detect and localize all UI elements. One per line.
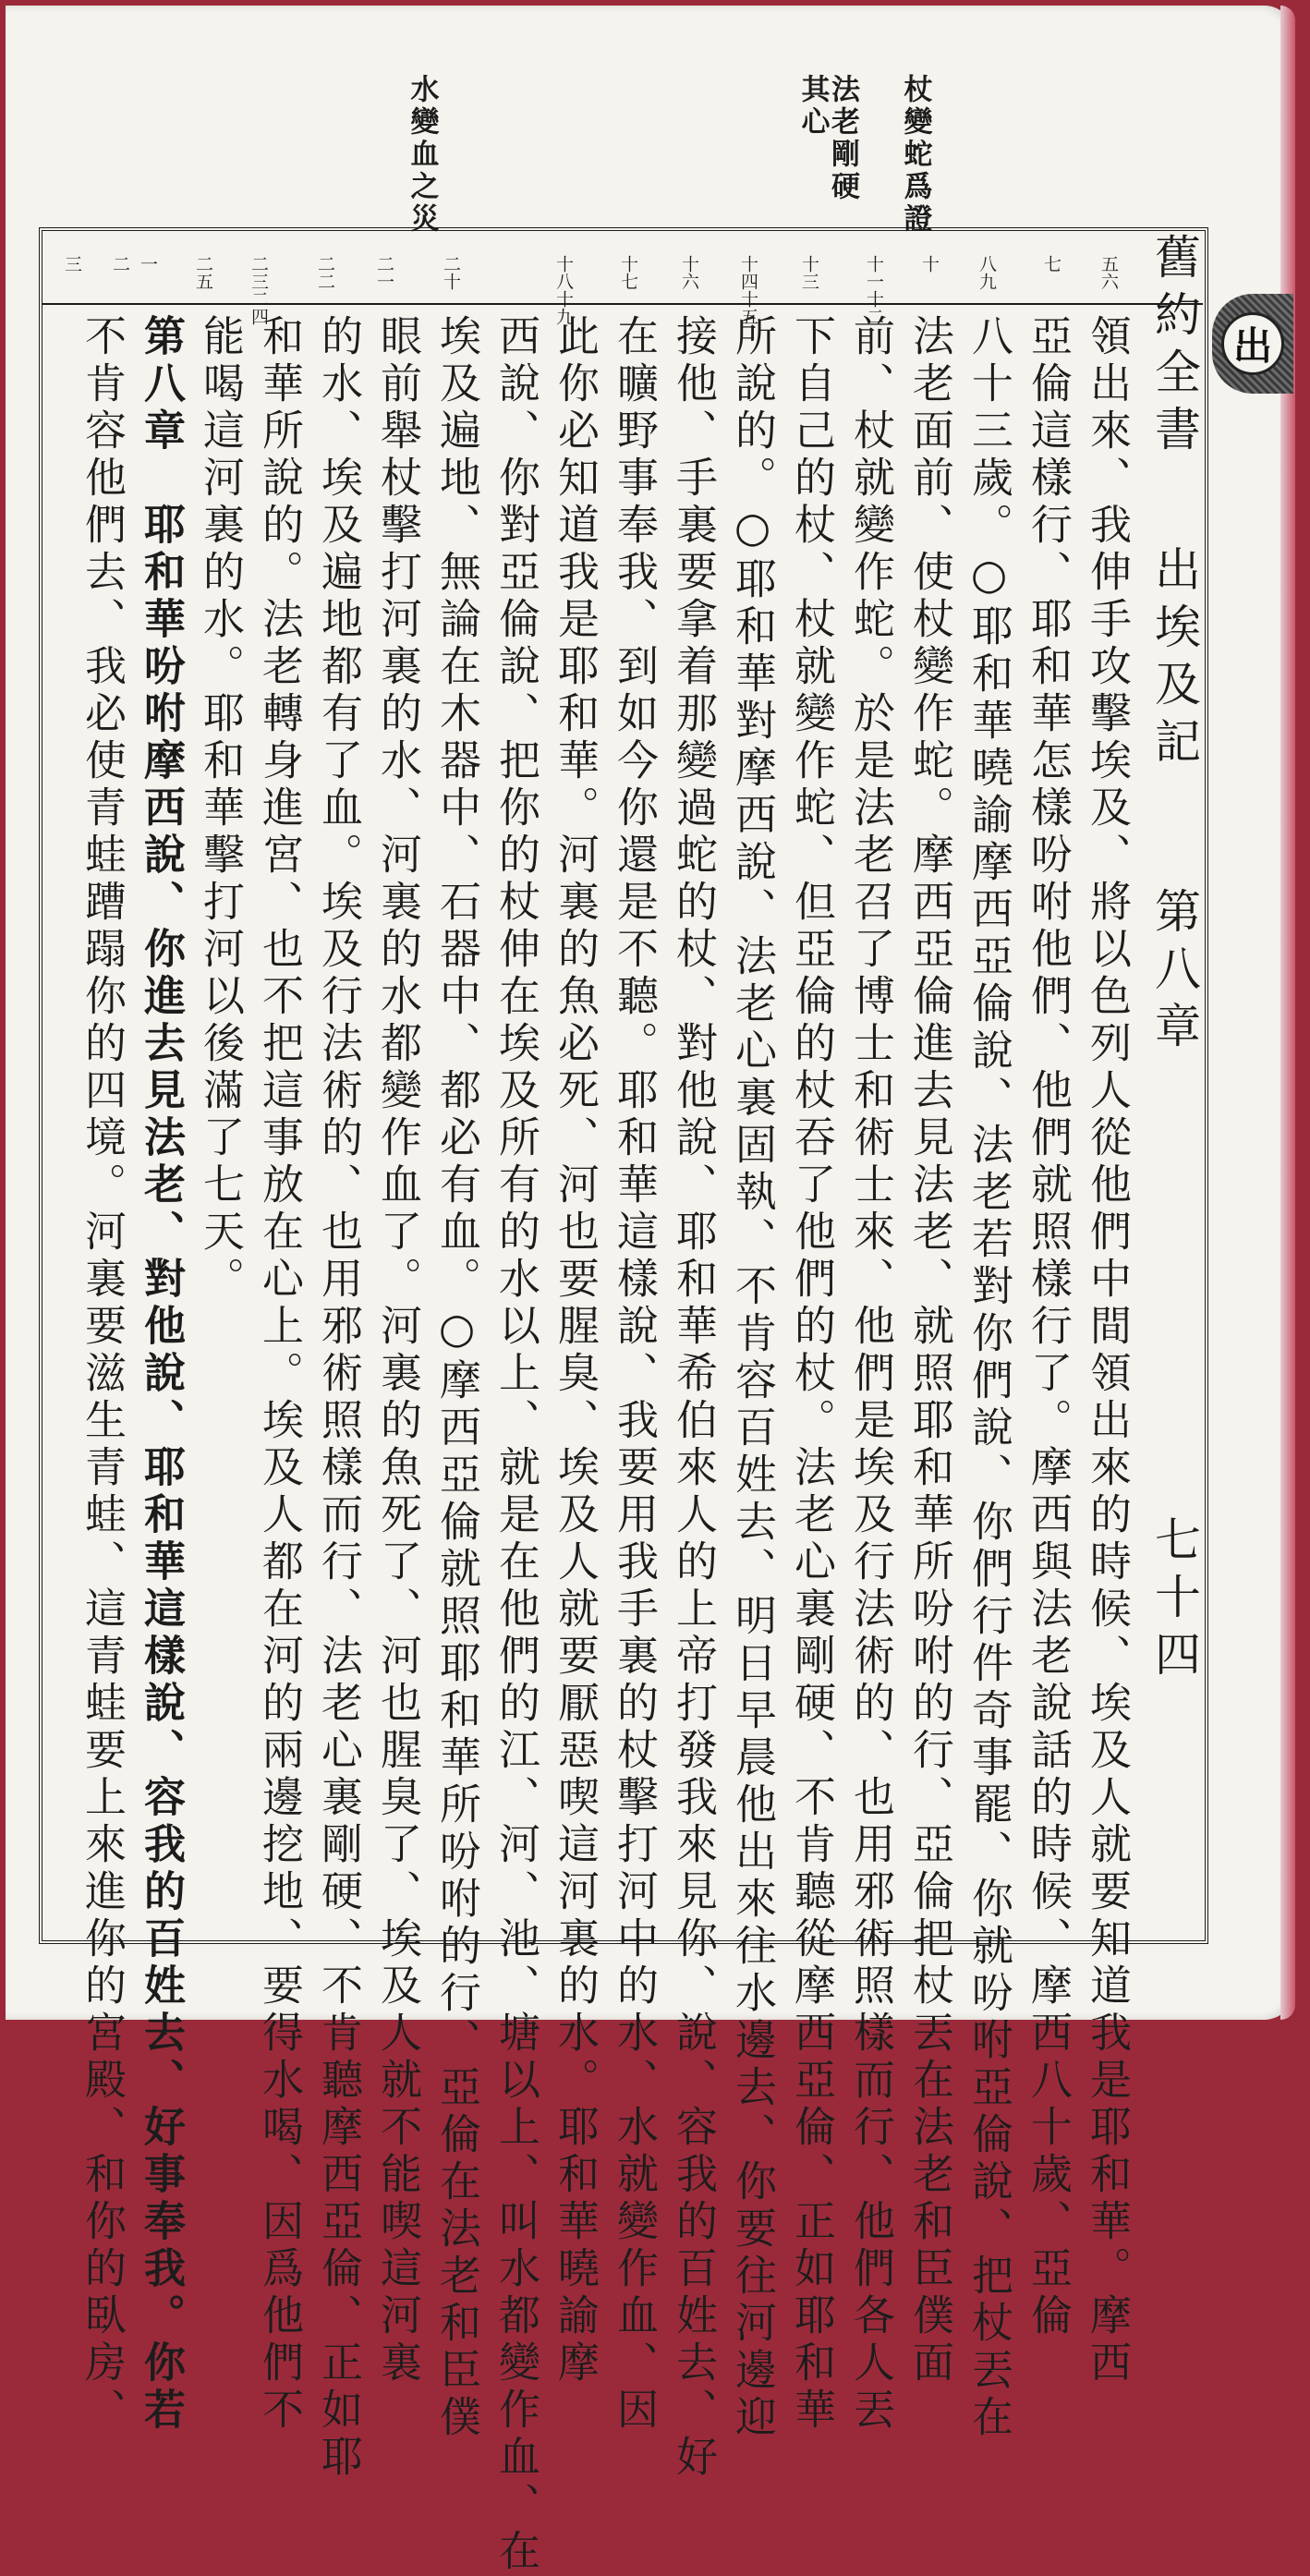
text-column: 第八章 耶和華吩咐摩西說、你進去見法老、對他說、耶和華這樣說、容我的百姓去、好事奉我。你若 [137, 314, 186, 2435]
verse-number: 十七 [618, 255, 638, 290]
text-column: 亞倫這樣行、耶和華怎樣吩咐他們、他們就照樣行了。摩西與法老說話的時候、摩西八十歲、亞倫 [1024, 314, 1073, 2340]
margin-note: 水變血之災 [405, 74, 439, 236]
verse-number: 七 [1041, 255, 1061, 273]
chapter-heading: 第八章 [1147, 887, 1201, 1059]
text-column: 此你必知道我是耶和華。河裏的魚必死、河也要腥臭、埃及人就要厭惡喫這河裏的水。耶和華曉諭摩 [551, 314, 600, 2388]
text-column: 的水、埃及遍地都有了血。埃及行法術的、也用邪術照樣而行、法老心裏剛硬、不肯聽摩西亞倫、正如耶 [314, 314, 363, 2482]
verse-number: 八九 [976, 255, 997, 290]
verse-number: 十一十二 [864, 255, 884, 325]
text-column: 八十三歲。○耶和華曉諭摩西亞倫說、法老若對你們說、你們行件奇事罷、你就吩咐亞倫說、把杖丟在 [964, 314, 1013, 2442]
text-column: 下自己的杖、杖就變作蛇、但亞倫的杖吞了他們的杖。法老心裏剛硬、不肯聽從摩西亞倫、正如耶和華 [787, 314, 836, 2435]
verse-number: 十六 [679, 255, 699, 290]
text-column: 在曠野事奉我、到如今你還是不聽。耶和華這樣說、我要用我手裏的杖擊打河中的水、水就變作血、因 [610, 314, 659, 2435]
verse-number: 五六 [1098, 255, 1119, 290]
text-column: 埃及遍地、無論在木器中、石器中、都必有血。○摩西亞倫就照耶和華所吩咐的行、亞倫在法老和臣僕 [432, 314, 481, 2442]
bleed-through-text [157, 65, 191, 89]
verse-number: 二五 [193, 255, 213, 290]
verse-number: 十八十九 [553, 255, 574, 325]
text-column: 所說的。○耶和華對摩西說、法老心裏固執、不肯容百姓去、明日早晨他出來往水邊去、你要往河邊迎 [728, 314, 777, 2442]
book-name: 出埃及記 [1147, 545, 1201, 774]
margin-note: 法老剛硬其心 [795, 74, 859, 203]
verse-number: 二一 [374, 255, 394, 290]
text-column: 法老面前、使杖變作蛇。摩西亞倫進去見法老、就照耶和華所吩咐的行、亞倫把杖丟在法老和臣僕面 [905, 314, 954, 2388]
text-column: 和華所說的。法老轉身進宮、也不把這事放在心上。埃及人都在河的兩邊挖地、要得水喝、因爲他們不 [255, 314, 304, 2435]
verse-number: 二二 [315, 255, 335, 290]
verse-number: 三 [62, 255, 82, 273]
page-number: 七十四 [1147, 1515, 1201, 1687]
verse-number: 一 [138, 255, 158, 273]
text-column: 前、杖就變作蛇。於是法老召了博士和術士來、他們是埃及行法術的、也用邪術照樣而行、他們各人丟 [846, 314, 895, 2435]
text-column: 眼前舉杖擊打河裏的水、河裏的水都變作血了。河裏的魚死了、河也腥臭了、埃及人就不能喫這河裏 [373, 314, 422, 2388]
text-column: 接他、手裏要拿着那變過蛇的杖、對他說、耶和華希伯來人的上帝打發我來見你、說、容我的百姓去、好 [669, 314, 718, 2482]
verse-number: 十三 [799, 255, 819, 290]
text-column: 西說、你對亞倫說、把你的杖伸在埃及所有的水以上、就是在他們的江、河、池、塘以上、叫水都變作血、在 [491, 314, 540, 2576]
text-column: 不肯容他們去、我必使青蛙蹧蹋你的四境。河裏要滋生青蛙、這青蛙要上來進你的宮殿、和你的臥房、 [78, 314, 127, 2435]
verse-number: 二三二四 [249, 255, 269, 325]
text-column: 能喝這河裏的水。耶和華擊打河以後滿了七天。 [196, 314, 245, 1304]
verse-number: 十 [919, 255, 940, 273]
margin-note: 杖變蛇爲證 [898, 74, 932, 236]
verse-number: 二 [110, 255, 130, 273]
book-thumb-tab[interactable] [1212, 294, 1293, 394]
verse-number: 二十 [441, 255, 461, 290]
tab-label: 出 [1221, 312, 1284, 375]
verse-number: 十四十五 [738, 255, 758, 325]
book-title: 舊約全書 [1147, 233, 1201, 462]
text-column: 領出來、我伸手攻擊埃及、將以色列人從他們中間領出來的時候、埃及人就要知道我是耶和華。摩西 [1083, 314, 1132, 2388]
